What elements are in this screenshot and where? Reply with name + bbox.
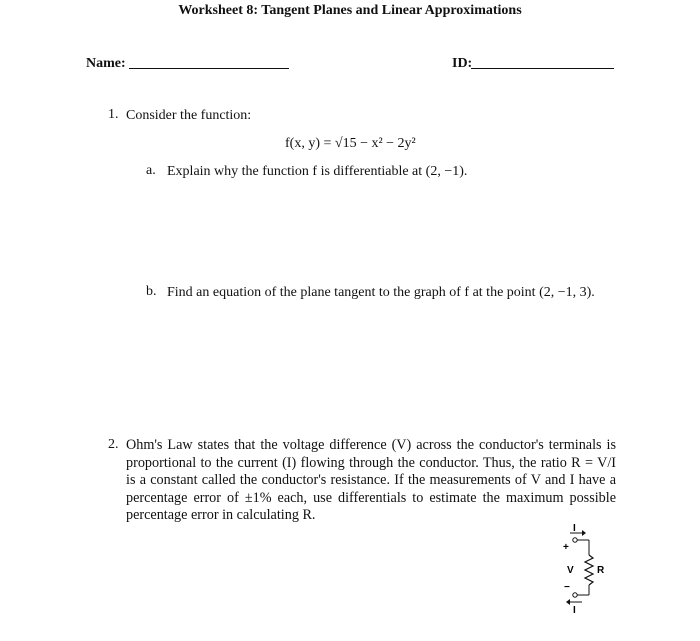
circuit-plus: +	[563, 542, 569, 553]
terminal-top	[573, 538, 577, 542]
q1-prompt: Consider the function:	[126, 108, 252, 123]
terminal-bottom	[573, 593, 577, 597]
id-label: ID:	[452, 56, 473, 71]
ohm-circuit-diagram	[555, 520, 615, 615]
circuit-current-label-top: I	[573, 523, 576, 534]
q2-number: 2.	[108, 437, 119, 452]
q1-number: 1.	[108, 107, 119, 122]
circuit-resistor-label: R	[597, 565, 605, 576]
q1a-text: Explain why the function f is differentiable at (2, −1).	[167, 164, 468, 179]
circuit-current-label-bottom: I	[573, 605, 576, 615]
resistor-zigzag	[585, 555, 593, 585]
q1a-marker: a.	[146, 163, 156, 178]
name-field[interactable]	[129, 68, 289, 69]
q1b-marker: b.	[146, 284, 157, 299]
q1b-text: Find an equation of the plane tangent to the graph of f at the point (2, −1, 3).	[167, 285, 595, 300]
name-label: Name:	[86, 56, 126, 71]
circuit-voltage-label: V	[567, 565, 574, 576]
q1-function: f(x, y) = √15 − x² − 2y²	[285, 136, 416, 151]
circuit-minus: −	[564, 582, 570, 593]
worksheet-title: Worksheet 8: Tangent Planes and Linear Approximations	[178, 3, 522, 18]
id-field[interactable]	[471, 68, 614, 69]
q2-text: Ohm's Law states that the voltage difference (V) across the conductor's terminals is proportional to the current (I) flowing through the conductor. Thus, the ratio R = V/I is a constant called the conductor's resistance. If the measurements of V and I have a percentage error of ±1% each, use differentials to estimate the maximum possible percentage error in calculating R.	[126, 437, 616, 524]
